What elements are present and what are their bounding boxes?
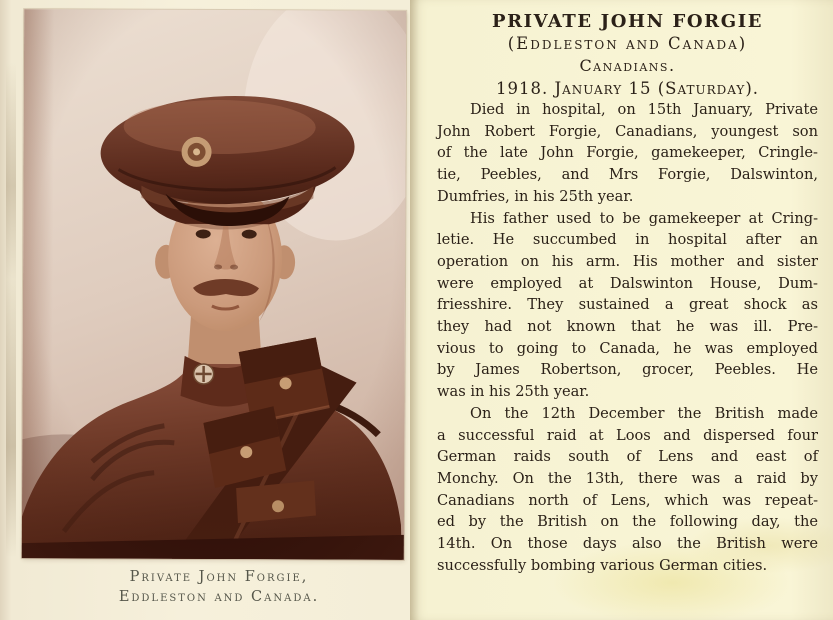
article-place: (Eddleston and Canada) — [507, 34, 748, 53]
photo-caption-line: Private John Forgie, — [129, 569, 309, 585]
photo-caption — [23, 567, 415, 607]
paragraph — [437, 99, 818, 208]
text-line: On the 12th December the British made — [470, 404, 818, 422]
text-line: they had not known that he was ill. Pre- — [437, 318, 818, 336]
right-page — [410, 0, 833, 620]
text-line: His father used to be gamekeeper at Cring- — [470, 209, 818, 227]
soldier-portrait-illustration — [22, 9, 406, 560]
text-line: 14th. On those days also the British were — [437, 535, 818, 553]
soldier-photo — [22, 9, 406, 560]
paragraph — [437, 403, 818, 577]
article-title: PRIVATE JOHN FORGIE — [491, 11, 764, 32]
article-date: 1918. January 15 (Saturday). — [495, 79, 760, 98]
text-line: successfully bombing various German cities. — [437, 556, 768, 574]
photo-caption-line: Eddleston and Canada. — [118, 589, 320, 605]
text-line: Dumfries, in his 25th year. — [437, 187, 634, 205]
text-line: a successful raid at Loos and dispersed four — [437, 426, 818, 444]
text-line: Monchy. On the 13th, there was a raid by — [437, 469, 818, 487]
text-line: was in his 25th year. — [437, 383, 590, 401]
text-line: vious to going to Canada, he was employed — [437, 339, 818, 357]
paragraph — [437, 208, 818, 403]
article-body — [437, 99, 818, 576]
text-line: John Robert Forgie, Canadians, youngest son — [437, 122, 818, 140]
text-line: were employed at Dalswinton House, Dum- — [437, 274, 818, 292]
text-line: of the late John Forgie, gamekeeper, Cringle- — [437, 144, 818, 162]
text-line: Canadians north of Lens, which was repeat- — [437, 491, 818, 509]
text-line: friesshire. They sustained a great shock as — [437, 296, 818, 314]
text-line: tie, Peebles, and Mrs Forgie, Dalswinton, — [437, 166, 818, 184]
text-line: by James Robertson, grocer, Peebles. He — [437, 361, 818, 379]
text-line: Died in hospital, on 15th January, Private — [470, 101, 818, 118]
text-line: German raids south of Lens and east of — [437, 448, 818, 466]
article-headings — [437, 10, 818, 100]
text-line: operation on his arm. His mother and sister — [437, 252, 818, 270]
photo-vignette — [22, 9, 406, 560]
text-line: ed by the British on the following day, the — [437, 513, 818, 531]
text-line: letie. He succumbed in hospital after an — [437, 231, 818, 249]
left-page — [0, 0, 410, 620]
article-unit: Canadians. — [579, 56, 676, 75]
